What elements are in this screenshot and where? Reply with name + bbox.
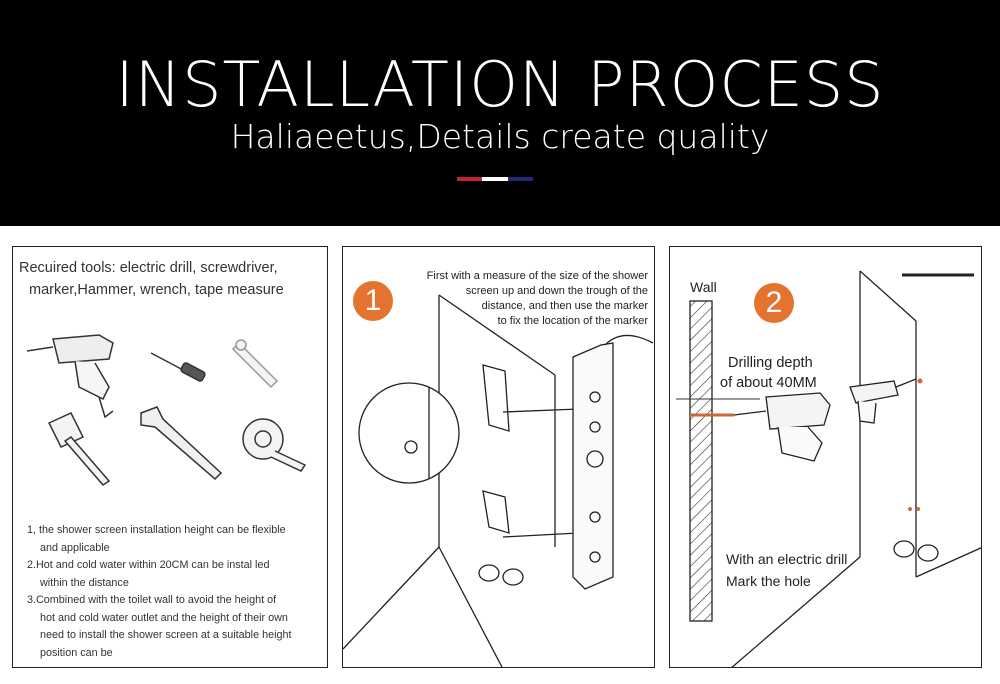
header-banner bbox=[0, 0, 1000, 226]
note-2 bbox=[27, 557, 323, 592]
hammer-icon bbox=[49, 413, 109, 485]
flag-white-stripe bbox=[482, 177, 507, 181]
installation-notes bbox=[27, 522, 323, 662]
note-3 bbox=[27, 592, 323, 662]
step-1-badge: 1 bbox=[353, 281, 393, 321]
note-1-line-1: 1, the shower screen installation height can be flexible bbox=[27, 524, 286, 536]
fitting-left bbox=[479, 565, 499, 581]
fitting-right bbox=[503, 569, 523, 585]
electric-drill-icon bbox=[27, 335, 113, 417]
marked-hole-lower-1 bbox=[908, 507, 912, 511]
note-1-line-2: and applicable bbox=[40, 541, 110, 554]
flag-stripe bbox=[457, 177, 533, 181]
step-1-line-1: First with a measure of the size of the shower bbox=[426, 270, 648, 282]
step-1-line-4: to fix the location of the marker bbox=[497, 315, 648, 327]
fitting-left bbox=[894, 541, 914, 557]
step-2-panel bbox=[669, 246, 982, 668]
note-3-line-4: position can be bbox=[40, 646, 113, 659]
electric-drill-icon bbox=[734, 393, 830, 461]
wrench-icon bbox=[141, 407, 221, 479]
marker-icon bbox=[233, 340, 277, 387]
depth-line-2: of about 40MM bbox=[720, 375, 817, 391]
note-2-line-1: 2.Hot and cold water within 20CM can be instal led bbox=[27, 559, 270, 571]
top-guide-line bbox=[503, 409, 579, 412]
step-1-panel bbox=[342, 246, 655, 668]
flag-blue-stripe bbox=[508, 177, 533, 181]
floor-line-right bbox=[916, 547, 982, 577]
step-2-illustration bbox=[670, 247, 982, 668]
step-1-line-2: screen up and down the trough of the bbox=[465, 285, 648, 297]
step-1-line-3: distance, and then use the marker bbox=[481, 300, 648, 312]
flag-red-stripe bbox=[457, 177, 482, 181]
note-1 bbox=[27, 522, 323, 557]
floor-left-line bbox=[343, 547, 439, 649]
depth-line-1: Drilling depth bbox=[728, 355, 813, 371]
screwdriver-icon bbox=[151, 353, 206, 382]
bottom-guide-line bbox=[503, 533, 579, 537]
fitting-right bbox=[918, 545, 938, 561]
note-3-line-2: hot and cold water outlet and the height of their own bbox=[40, 611, 288, 624]
top-mark-rect bbox=[483, 365, 509, 431]
marked-hole-upper bbox=[918, 379, 923, 384]
small-drill-icon bbox=[850, 379, 916, 423]
step-1-instructions bbox=[398, 269, 648, 329]
wall-label: Wall bbox=[690, 279, 717, 295]
page-title: INSTALLATION PROCESS bbox=[115, 48, 885, 121]
tools-panel bbox=[12, 246, 328, 668]
note-3-line-3: need to install the shower screen at a suitable height bbox=[40, 629, 292, 641]
step-2-badge: 2 bbox=[754, 283, 794, 323]
drill-line-1: With an electric drill bbox=[726, 551, 848, 567]
note-2-line-2: within the distance bbox=[40, 576, 129, 589]
note-3-line-1: 3.Combined with the toilet wall to avoid the height of bbox=[27, 594, 277, 606]
bottom-mark-rect bbox=[483, 491, 509, 533]
corner-top-line bbox=[860, 271, 916, 321]
tools-line-1: Recuired tools: electric drill, screwdriver, bbox=[19, 260, 278, 276]
tools-line-2: marker,Hammer, wrench, tape measure bbox=[29, 282, 284, 298]
tape-measure-icon bbox=[243, 419, 305, 471]
drill-line-2: Mark the hole bbox=[726, 573, 811, 589]
marked-hole-lower-2 bbox=[916, 507, 920, 511]
wall-section bbox=[690, 301, 712, 621]
page-subtitle: Haliaeetus,Details create quality bbox=[230, 117, 770, 156]
magnifier-circle bbox=[359, 383, 459, 483]
